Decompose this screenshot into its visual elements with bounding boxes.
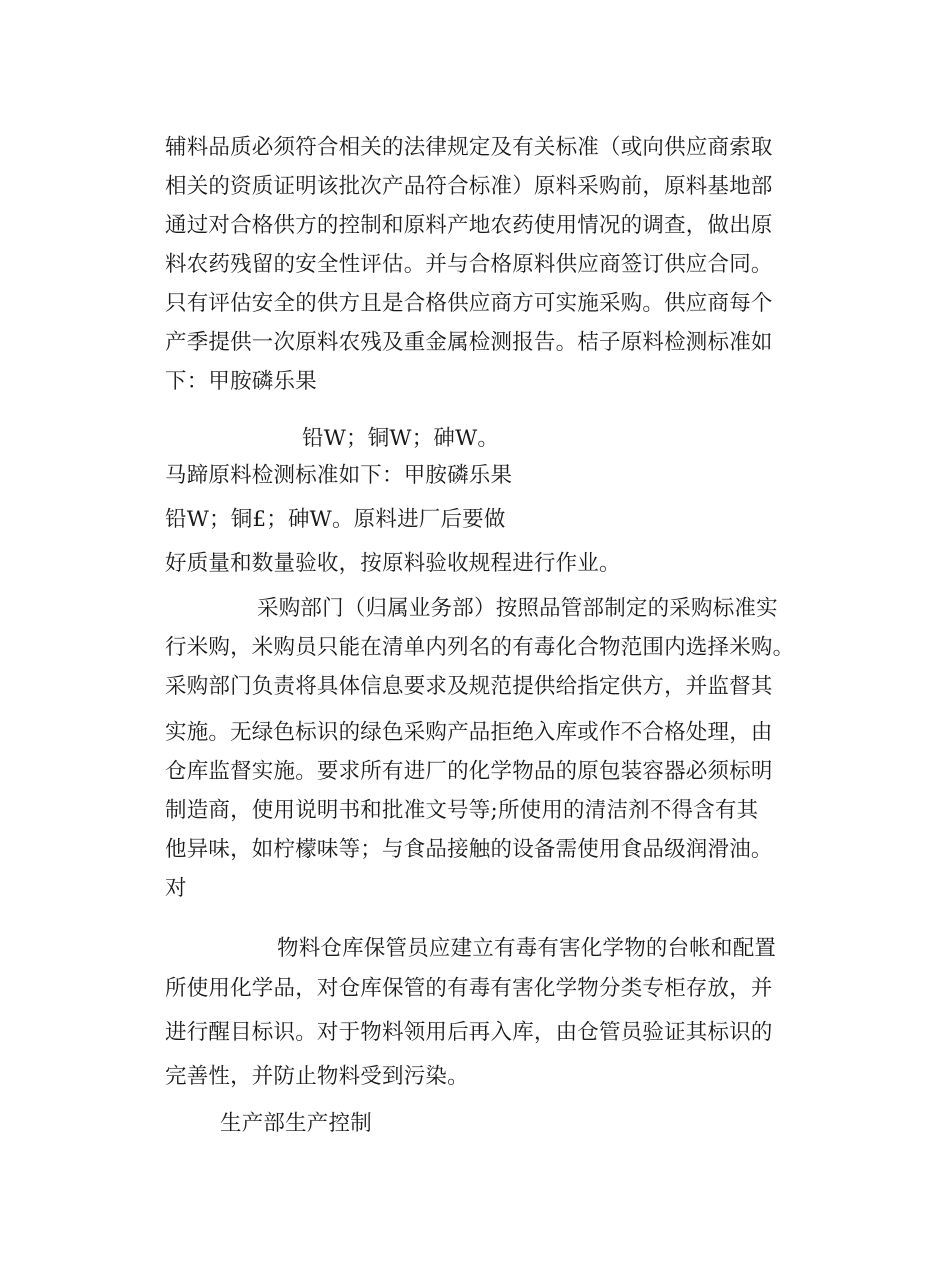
text-line: 相关的资质证明该批次产品符合标准）原料采购前，原料基地部	[165, 174, 773, 199]
text-line: 仓库监督实施。要求所有进厂的化学物品的原包装容器必须标明	[165, 759, 773, 784]
text-line: 对	[165, 876, 187, 901]
text-line: 采购部门负责将具体信息要求及规范提供给指定供方，并监督其	[165, 674, 773, 699]
text-line: 所使用化学品，对仓库保管的有毒有害化学物分类专柜存放，并	[165, 976, 773, 1001]
text-line: 铅W；铜£；砷W。原料进厂后要做	[165, 507, 506, 532]
text-line: 制造商，使用说明书和批准文号等;所使用的清洁剂不得含有其	[165, 798, 759, 823]
text-line: 实施。无绿色标识的绿色采购产品拒绝入库或作不合格处理，由	[165, 720, 773, 745]
text-line: 下：甲胺磷乐果	[165, 369, 317, 394]
text-line: 行米购，米购员只能在清单内列名的有毒化合物范围内选择米购。	[165, 635, 795, 660]
text-line: 铅W；铜W；砷W。	[302, 426, 500, 451]
text-line: 物料仓库保管员应建立有毒有害化学物的台帐和配置	[277, 936, 777, 961]
text-line: 马蹄原料检测标准如下：甲胺磷乐果	[165, 463, 513, 488]
text-line: 采购部门（归属业务部）按照品管部制定的采购标准实	[257, 596, 778, 621]
text-line: 进行醒目标识。对于物料领用后再入库，由仓管员验证其标识的	[165, 1020, 773, 1045]
text-line: 只有评估安全的供方且是合格供应商方可实施采购。供应商每个	[165, 291, 773, 316]
text-line: 料农药残留的安全性评估。并与合格原料供应商签订供应合同。	[165, 252, 773, 277]
text-line: 他异味，如柠檬味等；与食品接触的设备需使用食品级润滑油。	[165, 837, 773, 862]
section-heading: 生产部生产控制	[220, 1111, 372, 1136]
text-line: 辅料品质必须符合相关的法律规定及有关标准（或向供应商索取	[165, 135, 773, 160]
text-line: 完善性，并防止物料受到污染。	[165, 1064, 469, 1089]
text-line: 通过对合格供方的控制和原料产地农药使用情况的调查，做出原	[165, 213, 773, 238]
text-line: 好质量和数量验收，按原料验收规程进行作业。	[165, 551, 621, 576]
text-line: 产季提供一次原料农残及重金属检测报告。桔子原料检测标准如	[165, 330, 773, 355]
